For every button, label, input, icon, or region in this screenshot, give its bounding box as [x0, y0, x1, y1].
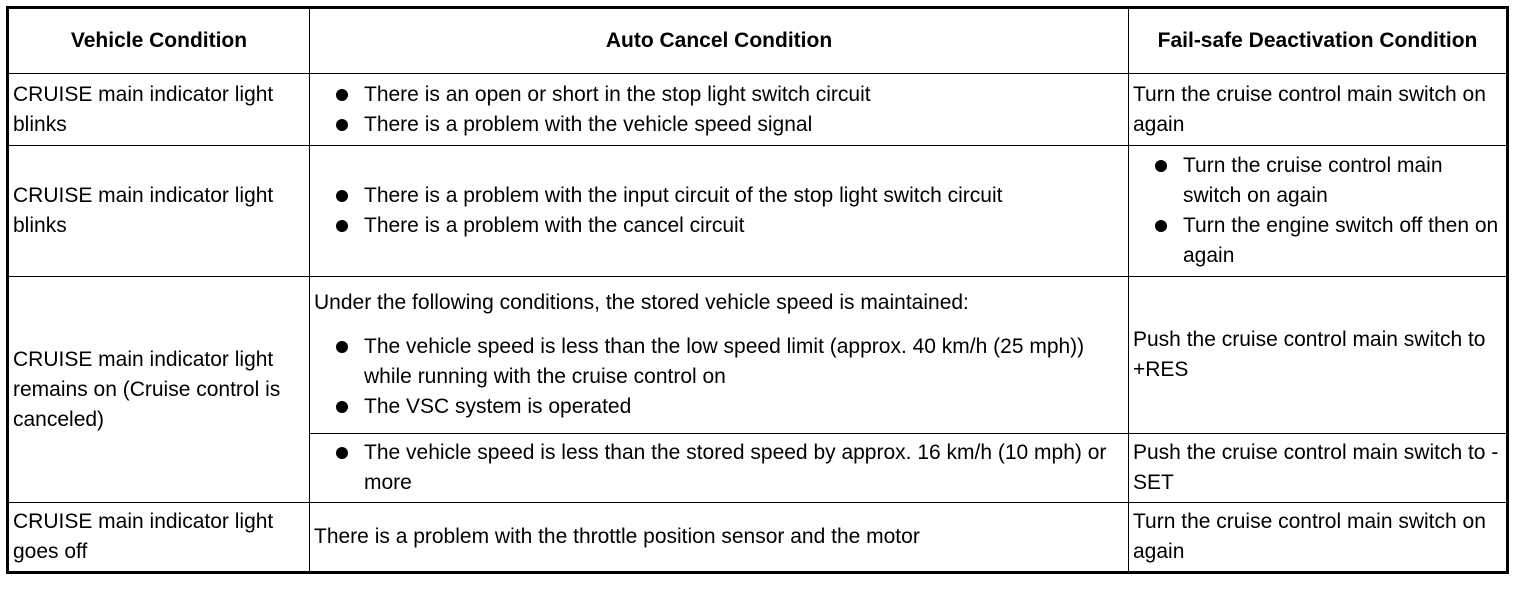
auto-cancel-cell	[310, 277, 1129, 434]
header-row	[8, 8, 1508, 74]
header-auto-cancel-condition: Auto Cancel Condition	[310, 8, 1129, 74]
auto-cancel-cell: There is a problem with the throttle position sensor and the motor	[310, 503, 1129, 573]
bullet-item: The vehicle speed is less than the low speed limit (approx. 40 km/h (25 mph)) while running with the cruise control on	[314, 332, 1124, 392]
table-row	[8, 503, 1508, 573]
bullet-item: There is a problem with the vehicle speed signal	[314, 110, 1124, 140]
auto-cancel-cell	[310, 74, 1129, 146]
failsafe-cell: Push the cruise control main switch to +RES	[1129, 277, 1508, 434]
bullet-item: Turn the engine switch off then on again	[1133, 211, 1502, 271]
bullet-item: The VSC system is operated	[314, 392, 1124, 422]
bullet-list	[314, 332, 1124, 422]
header-failsafe-condition: Fail-safe Deactivation Condition	[1129, 8, 1508, 74]
cruise-cancel-conditions-table	[6, 6, 1509, 574]
table-row	[8, 277, 1508, 434]
bullet-item: There is a problem with the input circuit of the stop light switch circuit	[314, 181, 1124, 211]
bullet-item: The vehicle speed is less than the stored speed by approx. 16 km/h (10 mph) or more	[314, 438, 1124, 498]
auto-cancel-intro: Under the following conditions, the stored vehicle speed is maintained:	[314, 291, 969, 314]
bullet-item: Turn the cruise control main switch on again	[1133, 151, 1502, 211]
vehicle-condition-cell: CRUISE main indicator light blinks	[8, 146, 310, 277]
table-row	[8, 146, 1508, 277]
bullet-item: There is a problem with the cancel circuit	[314, 211, 1124, 241]
header-vehicle-condition: Vehicle Condition	[8, 8, 310, 74]
failsafe-cell: Push the cruise control main switch to -SET	[1129, 434, 1508, 503]
failsafe-cell	[1129, 146, 1508, 277]
failsafe-cell: Turn the cruise control main switch on again	[1129, 503, 1508, 573]
bullet-list	[314, 181, 1124, 241]
failsafe-cell: Turn the cruise control main switch on again	[1129, 74, 1508, 146]
bullet-item: There is an open or short in the stop light switch circuit	[314, 80, 1124, 110]
bullet-list	[314, 438, 1124, 498]
auto-cancel-cell	[310, 146, 1129, 277]
vehicle-condition-cell: CRUISE main indicator light goes off	[8, 503, 310, 573]
bullet-list	[1133, 151, 1502, 271]
auto-cancel-cell	[310, 434, 1129, 503]
bullet-list	[314, 80, 1124, 140]
vehicle-condition-cell: CRUISE main indicator light remains on (Cruise control is canceled)	[8, 277, 310, 503]
table-row	[8, 74, 1508, 146]
vehicle-condition-cell: CRUISE main indicator light blinks	[8, 74, 310, 146]
